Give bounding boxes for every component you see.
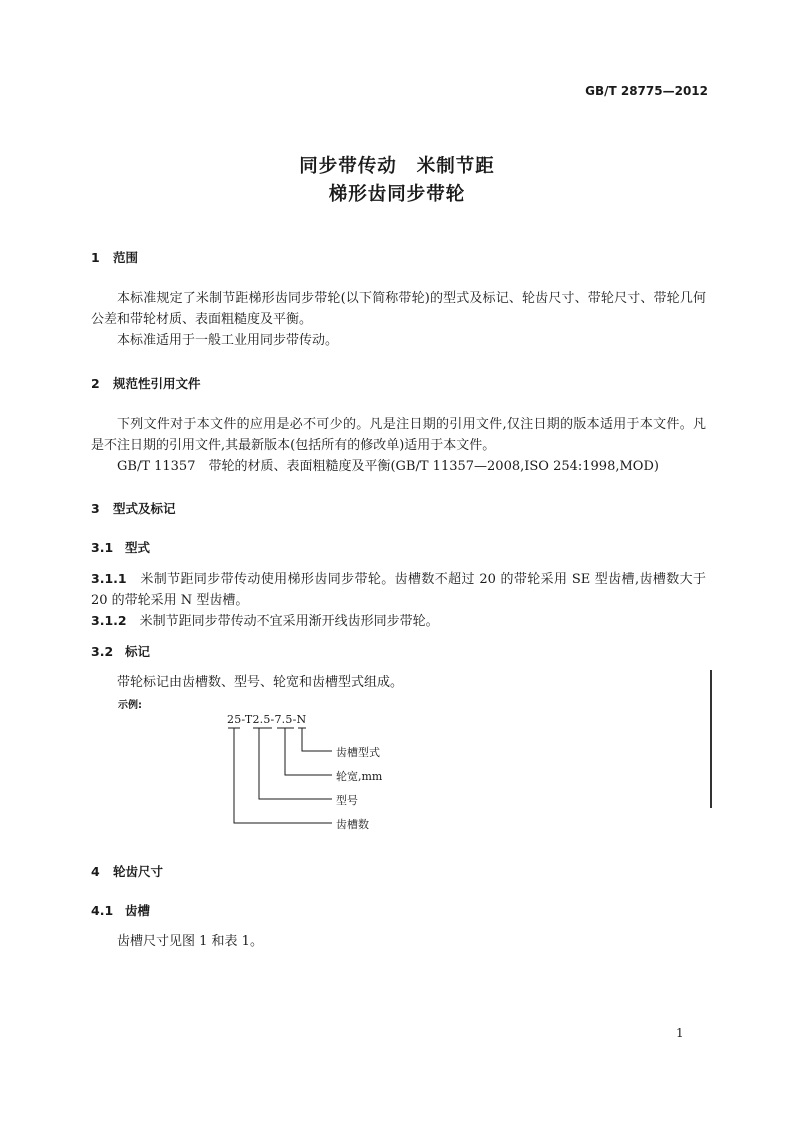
section-1-para-1: 本标准规定了米制节距梯形齿同步带轮(以下简称带轮)的型式及标记、轮齿尺寸、带轮尺寸、带轮几何公差和带轮材质、表面粗糙度及平衡。 [91,291,706,327]
section-number: 3 [91,501,100,516]
normative-reference: GB/T 11357 带轮的材质、表面粗糙度及平衡(GB/T 11357—2008,ISO 254:1998,MOD) [117,459,659,474]
section-1-para-2: 本标准适用于一般工业用同步带传动。 [117,333,339,348]
section-2-para-1: 下列文件对于本文件的应用是必不可少的。凡是注日期的引用文件,仅注日期的版本适用于本文件。凡是不注日期的引用文件,其最新版本(包括所有的修改单)适用于本文件。 [91,417,706,453]
section-number: 1 [91,250,100,265]
subsection-title: 齿槽 [125,903,151,918]
section-title: 范围 [113,250,139,265]
subsection-number: 4.1 [91,903,114,918]
title-part-1: 同步带传动 [299,156,397,177]
example-label: 示例: [118,700,142,711]
section-4-heading [91,862,163,880]
clause-text: 米制节距同步带传动不宜采用渐开线齿形同步带轮。 [139,614,439,629]
clause-number: 3.1.1 [91,571,127,586]
title-part-2: 米制节距 [416,156,495,177]
marking-label-type: 型号 [336,794,358,807]
section-number: 2 [91,376,100,391]
marking-label-groove-type: 齿槽型式 [336,746,380,759]
subsection-title: 标记 [125,644,151,659]
section-title: 轮齿尺寸 [113,864,164,879]
section-4-para: 齿槽尺寸见图 1 和表 1。 [117,934,263,949]
section-title: 型式及标记 [113,501,176,516]
subsection-title: 型式 [125,540,151,555]
section-number: 4 [91,864,100,879]
leader-groove-type [302,728,332,751]
subsection-4-1-heading [91,901,150,919]
leader-type [259,728,332,799]
standard-code: GB/T 28775—2012 [585,84,708,98]
clause-number: 3.1.2 [91,613,127,628]
subsection-number: 3.2 [91,644,114,659]
marking-label-width: 轮宽,mm [336,770,383,783]
marking-para: 带轮标记由齿槽数、型号、轮宽和齿槽型式组成。 [117,675,404,690]
marking-code: 25-T2.5-7.5-N [227,713,307,726]
title-line-2: 梯形齿同步带轮 [328,184,466,205]
section-title: 规范性引用文件 [113,376,201,391]
page-number: 1 [676,1026,684,1040]
clause-text: 米制节距同步带传动使用梯形齿同步带轮。齿槽数不超过 20 的带轮采用 SE 型齿槽,齿槽数大于 20 的带轮采用 N 型齿槽。 [91,572,706,608]
subsection-number: 3.1 [91,540,114,555]
marking-label-teeth-count: 齿槽数 [336,818,369,831]
